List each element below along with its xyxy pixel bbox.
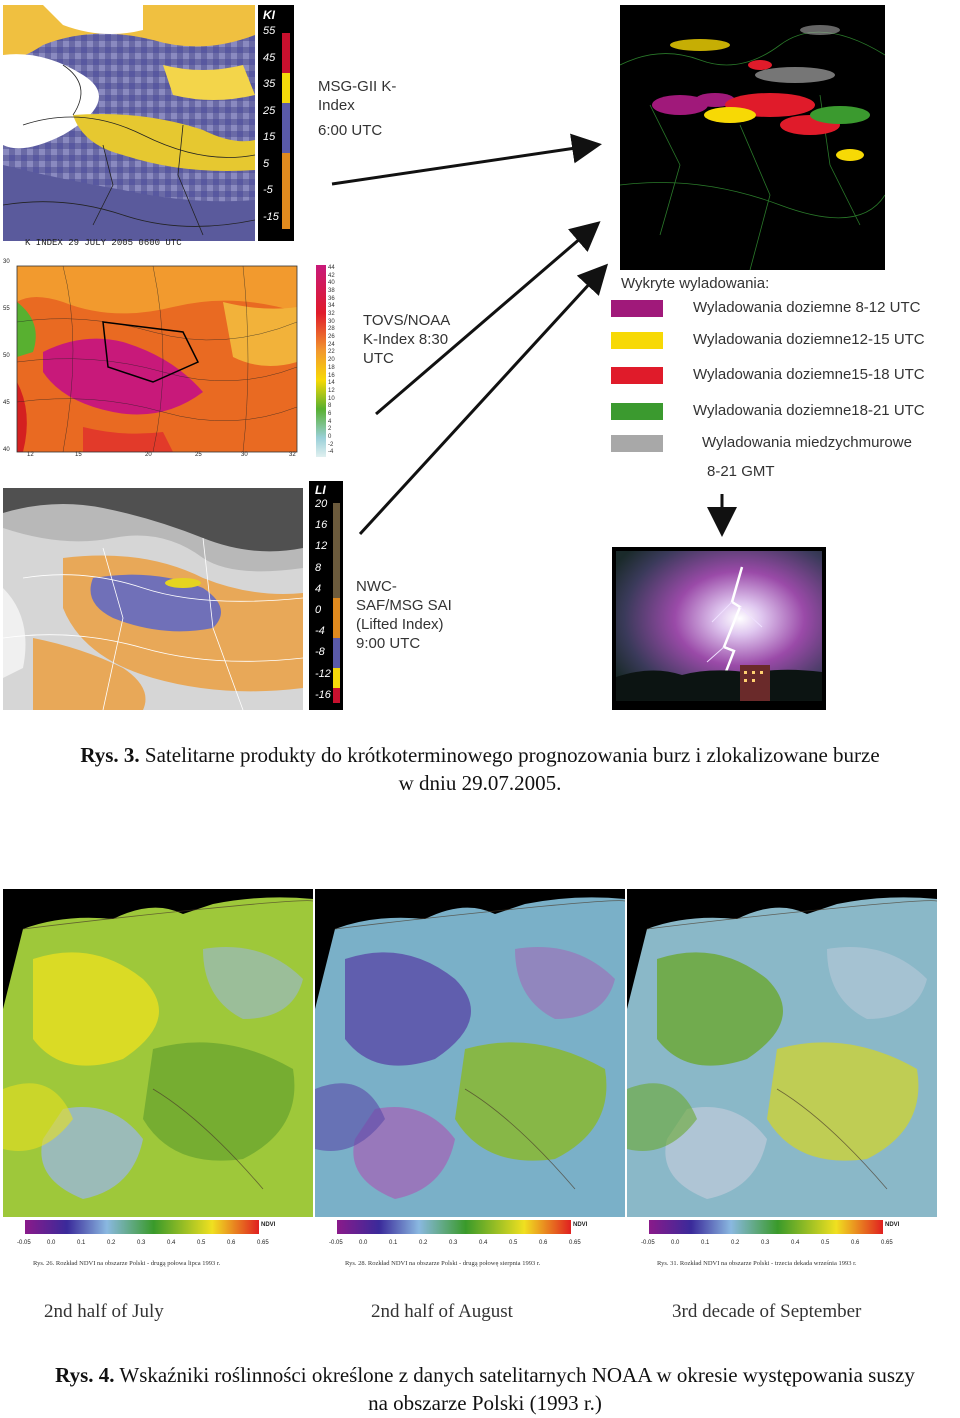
tovs-scale-tick: 40 [328,280,335,287]
tovs-scale-tick: 32 [328,311,335,318]
ndvi-tick: 0.1 [389,1240,398,1246]
ki-scale-tick: 55 [263,25,276,37]
li-scale-tick: -8 [315,646,325,659]
ndvi-season-label: 2nd half of August [371,1301,513,1322]
figure4-caption-lead: Rys. 4. [55,1363,115,1387]
ndvi-tick: -0.05 [17,1240,31,1246]
ndvi-panel [627,889,937,1271]
li-scale-tick: 0 [315,604,322,616]
ndvi-map [627,889,937,1271]
tovs-scale-tick: 8 [328,403,332,410]
ndvi-label: NDVI [885,1222,900,1228]
ndvi-tick: 0.1 [701,1240,710,1246]
figure3-caption-line1: Satelitarne produkty do krótkoterminowego prognozowania burz i zlokalizowane burze [139,743,880,767]
li-scale-tick: -12 [315,667,331,680]
ndvi-tick: 0.0 [47,1240,56,1246]
figure4-caption [0,1361,960,1417]
msg-label-line: Index [318,97,355,114]
li-scale-tick: 12 [315,540,328,553]
ndvi-tick: 0.4 [479,1240,488,1246]
legend-item-label: Wyladowania miedzychmurowe [702,434,912,451]
tovs-scale-tick: 20 [328,357,335,364]
ndvi-tick: 0.65 [881,1240,893,1246]
legend-item-label: Wyladowania doziemne 8-12 UTC [693,299,921,316]
ndvi-panel [315,889,625,1271]
tovs-label-line: TOVS/NOAA [363,312,451,329]
nwc-label-line: SAF/MSG SAI [356,597,452,614]
li-scale [309,481,343,710]
tovs-scale-tick: 0 [328,433,332,440]
ndvi-panel [3,889,313,1271]
tovs-scale-tick: 44 [328,265,335,271]
tovs-scale-tick: -4 [328,449,334,456]
tovs-scale-tick: 36 [328,295,335,302]
ndvi-tick: -0.05 [641,1240,655,1246]
li-scale-tick: -16 [315,688,331,701]
tovs-scale-tick: 22 [328,349,335,356]
li-scale-tick: 8 [315,561,322,574]
nwc-map [3,488,303,710]
ki-scale-tick: 15 [263,131,276,143]
li-scale-tick: -4 [315,625,325,638]
ndvi-map [3,889,313,1271]
ndvi-tick: -0.05 [329,1240,343,1246]
ndvi-label: NDVI [261,1222,276,1228]
tovs-scale-tick: 34 [328,303,335,310]
legend-swatch [611,403,663,420]
nwc-label [356,577,452,653]
tovs-scale-tick: -2 [328,441,334,448]
tovs-scale-tick: 4 [328,418,332,425]
tovs-scale-tick: 16 [328,372,335,379]
ndvi-tick: 0.0 [671,1240,680,1246]
ki-map-caption: K INDEX 29 JULY 2005 0600 UTC [25,238,182,248]
figure3-caption [0,741,960,797]
ndvi-tick: 0.65 [257,1240,269,1246]
tovs-label-line: UTC [363,350,394,367]
ndvi-small-caption: Rys. 31. Rozkład NDVI na obszarze Polski - trzecia dekada września 1993 r. [657,1260,857,1267]
ki-scale-tick: -5 [263,184,273,196]
legend-item-label: Wyladowania doziemne18-21 UTC [693,402,925,419]
ndvi-tick: 0.2 [419,1240,428,1246]
ndvi-season-label: 3rd decade of September [672,1301,862,1322]
tovs-scale-tick: 10 [328,395,335,402]
ndvi-tick: 0.2 [731,1240,740,1246]
ndvi-tick: 0.6 [539,1240,548,1246]
ndvi-tick: 0.3 [761,1240,770,1246]
legend-item-label: Wyladowania doziemne15-18 UTC [693,366,925,383]
figure4-caption-line2: na obszarze Polski (1993 r.) [368,1391,602,1415]
ndvi-tick: 0.3 [137,1240,146,1246]
ki-scale-tick: -15 [263,210,279,223]
tovs-lat-label: 45 [3,400,10,406]
nwc-label-line: 9:00 UTC [356,635,421,652]
ndvi-tick: 0.4 [791,1240,800,1246]
tovs-scale-tick: 2 [328,426,332,433]
legend-swatch [611,332,663,349]
tovs-scale-tick: 12 [328,387,335,394]
tovs-lat-label: 40 [3,447,10,453]
ndvi-small-caption: Rys. 28. Rozkład NDVI na obszarze Polski - drugą połowę sierpnia 1993 r. [345,1260,541,1267]
legend-swatch [611,367,663,384]
ndvi-label: NDVI [573,1222,588,1228]
legend-swatch [611,435,663,452]
nwc-label-line: NWC- [356,578,397,595]
tovs-scale-tick: 30 [328,318,335,325]
ndvi-tick: 0.0 [359,1240,368,1246]
tovs-lon-label: 12 [27,452,34,458]
ndvi-tick: 0.3 [449,1240,458,1246]
ndvi-tick: 0.1 [77,1240,86,1246]
legend-title: Wykryte wyladowania: [621,275,770,292]
tovs-lat-label: 50 [3,353,10,359]
ndvi-season-label: 2nd half of July [44,1301,164,1322]
tovs-lon-label: 15 [75,452,82,458]
tovs-axis-top: 30 [3,259,10,265]
tovs-scale-tick: 18 [328,364,335,371]
figure3-caption-lead: Rys. 3. [80,743,140,767]
tovs-lat-label: 55 [3,306,10,312]
ki-scale-tick: 5 [263,157,270,170]
lightning-map [620,5,885,270]
li-scale-tick: 4 [315,582,322,595]
tovs-scale-tick: 38 [328,288,335,295]
ki-scale-tick: 25 [263,104,276,117]
ndvi-tick: 0.5 [197,1240,206,1246]
tovs-scale-tick: 28 [328,326,335,333]
ki-scale-title: KI [263,8,275,22]
tovs-label-line: K-Index 8:30 [363,331,449,348]
tovs-lon-label: 30 [241,452,248,458]
legend-time: 8-21 GMT [707,463,775,480]
ki-scale-tick: 35 [263,78,276,90]
tovs-lon-label: 32 [289,452,296,458]
ndvi-tick: 0.6 [851,1240,860,1246]
ndvi-tick: 0.5 [509,1240,518,1246]
tovs-scale-tick: 6 [328,410,332,417]
tovs-scale-tick: 42 [328,272,335,279]
tovs-scale-tick: 14 [328,380,335,387]
ndvi-small-caption: Rys. 26. Rozkład NDVI na obszarze Polski - drugą połowa lipca 1993 r. [33,1260,221,1267]
li-scale-title: LI [315,483,326,497]
tovs-lon-label: 20 [145,452,152,458]
li-scale-tick: 16 [315,519,328,532]
lightning-photo [612,547,826,710]
tovs-lon-label: 25 [195,452,202,458]
ndvi-tick: 0.5 [821,1240,830,1246]
legend-swatch [611,300,663,317]
figure4-caption-line1: Wskaźniki roślinności określone z danych satelitarnych NOAA w okresie występowania suszy [114,1363,915,1387]
tovs-scale [316,265,340,457]
ndvi-tick: 0.2 [107,1240,116,1246]
ndvi-map [315,889,625,1271]
tovs-map [3,259,301,460]
ki-scale-tick: 45 [263,51,276,64]
ndvi-tick: 0.6 [227,1240,236,1246]
msg-label-line: MSG-GII K- [318,78,397,95]
tovs-label [363,311,450,368]
tovs-scale-tick: 24 [328,341,335,348]
figure3-caption-line2: w dniu 29.07.2005. [398,771,562,795]
tovs-scale-tick: 26 [328,334,335,341]
li-scale-tick: 20 [315,498,328,510]
msg-label-line: 6:00 UTC [318,122,383,139]
legend-item-label: Wyladowania doziemne12-15 UTC [693,331,925,348]
ndvi-tick: 0.4 [167,1240,176,1246]
nwc-label-line: (Lifted Index) [356,616,444,633]
ndvi-tick: 0.65 [569,1240,581,1246]
